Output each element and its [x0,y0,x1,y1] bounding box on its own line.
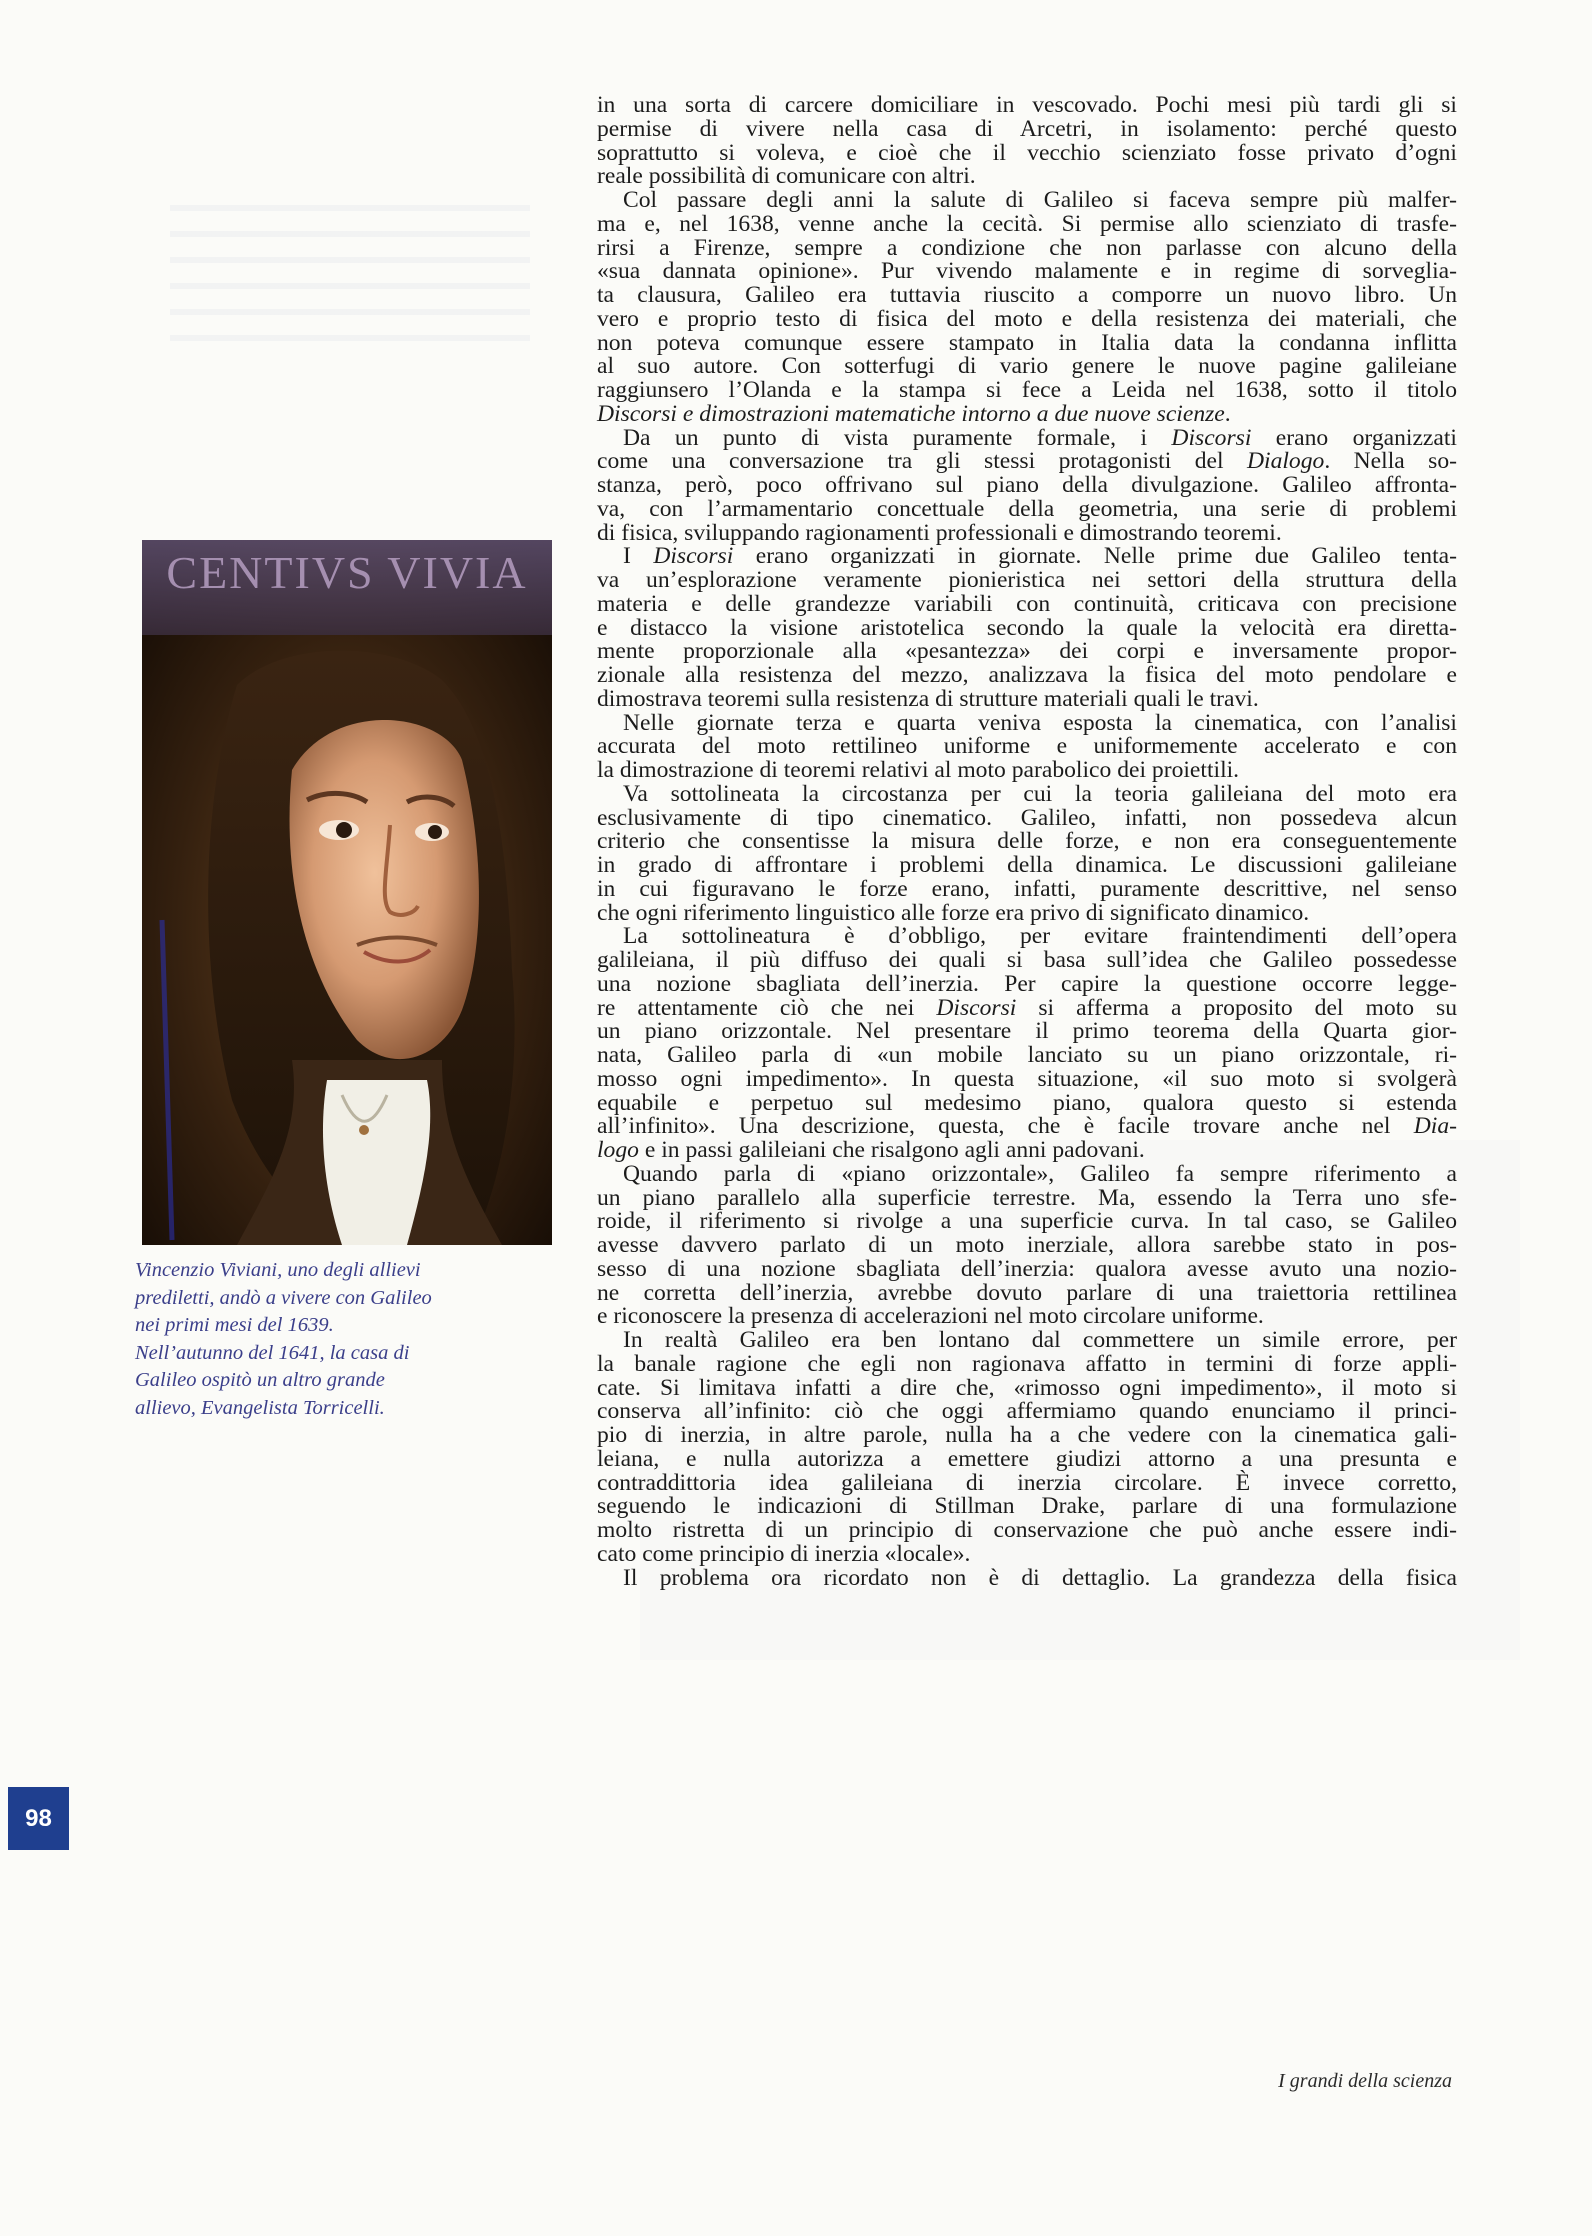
text-line: in cui figuravano le forze erano, infatti, puramente descrittive, nel senso [597,875,1457,902]
text-line: non poteva comunque essere stampato in Italia data la condanna inflitta [597,329,1457,356]
text-line: leiana, e nulla autorizza a emettere giudizi attorno a una presunta e [597,1445,1457,1472]
text-line: esclusivamente di tipo cinematico. Galileo, infatti, non possedeva alcun [597,804,1457,831]
show-through-heading [175,118,213,192]
text-line: logo e in passi galileiani che risalgono agli anni padovani. [597,1137,1145,1163]
caption-line: prediletti, andò a vivere con Galileo [135,1286,432,1309]
text-line: re attentamente ciò che nei Discorsi si afferma a proposito del moto su [597,994,1457,1021]
caption-line: Nell’autunno del 1641, la casa di [135,1341,410,1364]
text-line: in grado di affrontare i problemi della dinamica. Le discussioni galileiane [597,852,1457,878]
page-number: 98 [8,1787,69,1850]
portrait-image [142,540,552,1245]
paragraph [597,424,1457,546]
text-line: contraddittoria idea galileiana di inerzia circolare. È invece corretto, [597,1469,1457,1496]
text-line: zionale alla resistenza del mezzo, analizzava la fisica del moto pendolare e [597,662,1457,688]
portrait-caption [135,1257,535,1422]
text-line: stanza, però, poco offrivano sul piano della divulgazione. Galileo affronta- [597,472,1457,498]
text-line: sesso di una nozione sbagliata dell’inerzia: qualora avesse avuto una nozio- [597,1255,1457,1282]
text-line: una nozione sbagliata dell’inerzia. Per capire la questione occorre legge- [597,970,1457,997]
text-line: Da un punto di vista puramente formale, i Discorsi erano organizzati [623,424,1457,451]
paragraph [597,545,1457,711]
text-line: permise di vivere nella casa di Arcetri, in isolamento: perché questo [597,115,1457,142]
text-line: mente proporzionale alla «pesantezza» dei corpi e inversamente propor- [597,638,1457,665]
text-line: cato come principio di inerzia «locale». [597,1540,971,1567]
text-line: Discorsi e dimostrazioni matematiche intorno a due nuove scienze. [597,400,1231,427]
caption-line: Vincenzio Viviani, uno degli allievi [135,1259,421,1281]
text-line: «sua dannata opinione». Pur vivendo malamente e in regime di sorveglia- [597,258,1457,285]
text-line: ta clausura, Galileo era tuttavia riuscito a comporre un nuovo libro. Un [597,282,1457,308]
text-line: in una sorta di carcere domiciliare in vescovado. Pochi mesi più tardi gli si [597,92,1457,118]
text-line: ne corretta dell’inerzia, avrebbe dovuto parlare di una traiettoria rettilinea [597,1279,1457,1306]
text-line: raggiunsero l’Olanda e la stampa si fece a Leida nel 1638, sotto il titolo [597,377,1457,403]
text-line: Nelle giornate terza e quarta veniva esposta la cinematica, con l’analisi [623,709,1457,736]
text-line: di fisica, sviluppando ragionamenti professionali e dimostrando teoremi. [597,519,1282,546]
text-line: la dimostrazione di teoremi relativi al moto parabolico dei proiettili. [597,757,1240,783]
text-line: cate. Si limitava infatti a dire che, «rimosso ogni impedimento», il moto si [597,1374,1457,1401]
text-line: soprattutto si voleva, e cioè che il vecchio scienziato fosse privato d’ogni [597,139,1457,166]
text-line: mosso ogni impedimento». In questa situazione, «il suo moto si svolgerà [597,1065,1457,1092]
text-line: avesse davvero parlato di un moto inerziale, allora sarebbe stato in pos- [597,1232,1457,1258]
portrait-inscription: CENTIVS VIVIA [166,547,528,598]
text-line: roide, il riferimento si rivolge a una superficie curva. In tal caso, se Galileo [597,1208,1457,1235]
text-line: I Discorsi erano organizzati in giornate. Nelle prime due Galileo tenta- [623,543,1457,570]
text-line: e distacco la visione aristotelica secondo la quale la velocità era diretta- [597,614,1457,641]
text-line: va un’esplorazione veramente pionieristica nei settori della struttura della [597,567,1457,593]
text-line: reale possibilità di comunicare con altri. [597,163,976,190]
text-line: Il problema ora ricordato non è di dettaglio. La grandezza della fisica [623,1564,1457,1591]
caption-line: nei primi mesi del 1639. [135,1314,334,1336]
text-line: va, con l’armamentario concettuale della geometria, una serie di problemi [597,495,1457,522]
text-line: nata, Galileo parla di «un mobile lanciato su un piano orizzontale, ri- [597,1042,1457,1068]
paragraph [597,1564,1457,1591]
caption-line: Galileo ospitò un altro grande [135,1369,385,1391]
text-line: pio di inerzia, in altre parole, nulla ha a che vedere con la cinematica gali- [597,1422,1457,1448]
text-line: equabile e perpetuo sul medesimo piano, qualora questo si estenda [597,1089,1457,1116]
running-footer: I grandi della scienza [1278,2070,1452,2092]
paragraph [597,1329,1457,1567]
text-line: ma e, nel 1638, venne anche la cecità. Si permise allo scienziato di trasfe- [597,210,1457,237]
paragraph [597,925,1457,1163]
body-text [597,94,1457,1590]
text-line: Col passare degli anni la salute di Galileo si faceva sempre più malfer- [623,187,1457,213]
paragraph [597,780,1457,926]
text-line: molto ristretta di un principio di conservazione che può anche essere indi- [597,1517,1457,1543]
text-line: come una conversazione tra gli stessi protagonisti del Dialogo. Nella so- [597,448,1457,475]
text-line: conserva all’infinito: ciò che oggi affermiamo quando enunciamo il princi- [597,1398,1457,1425]
text-line: seguendo le indicazioni di Stillman Drake, parlare di una formulazione [597,1493,1457,1520]
paragraph [597,189,1457,427]
text-line: La sottolineatura è d’obbligo, per evitare fraintendimenti dell’opera [623,923,1457,950]
text-line: accurata del moto rettilineo uniforme e uniformemente accelerato e con [597,733,1457,760]
text-line: criterio che consentisse la misura delle forze, e non era conseguentemente [597,828,1457,855]
text-line: dimostrava teoremi sulla resistenza di strutture materiali quali le travi. [597,685,1259,712]
text-line: al suo autore. Con sotterfugi di vario genere le nuove pagine galileiane [597,353,1457,380]
text-line: In realtà Galileo era ben lontano dal commettere un simile errore, per [623,1327,1457,1353]
paragraph [597,709,1457,783]
text-line: rirsi a Firenze, sempre a condizione che non parlasse con alcuno della [597,234,1457,261]
text-line: vero e proprio testo di fisica del moto e della resistenza dei materiali, che [597,305,1457,332]
caption-line: allievo, Evangelista Torricelli. [135,1396,385,1419]
text-line: galileiana, il più diffuso dei quali si basa sull’idea che Galileo possedesse [597,947,1457,973]
text-line: Va sottolineata la circostanza per cui la teoria galileiana del moto era [623,780,1457,807]
paragraph [597,1160,1457,1330]
text-line: che ogni riferimento linguistico alle forze era privo di significato dinamico. [597,899,1310,926]
text-line: la banale ragione che egli non ragionava affatto in termini di forze appli- [597,1350,1457,1377]
text-line: all’infinito». Una descrizione, questa, che è facile trovare anche nel Dia- [597,1113,1457,1140]
text-line: un piano parallelo alla superficie terrestre. Ma, essendo la Terra uno sfe- [597,1184,1457,1211]
text-line: materia e delle grandezze variabili con continuità, criticava con precisione [597,590,1457,617]
paragraph [597,94,1457,189]
text-line: e riconoscere la presenza di accelerazioni nel moto circolare uniforme. [597,1303,1264,1330]
text-line: Quando parla di «piano orizzontale», Galileo fa sempre riferimento a [623,1160,1457,1187]
show-through-text [170,205,530,355]
text-line: un piano orizzontale. Nel presentare il primo teorema della Quarta gior- [597,1018,1457,1045]
